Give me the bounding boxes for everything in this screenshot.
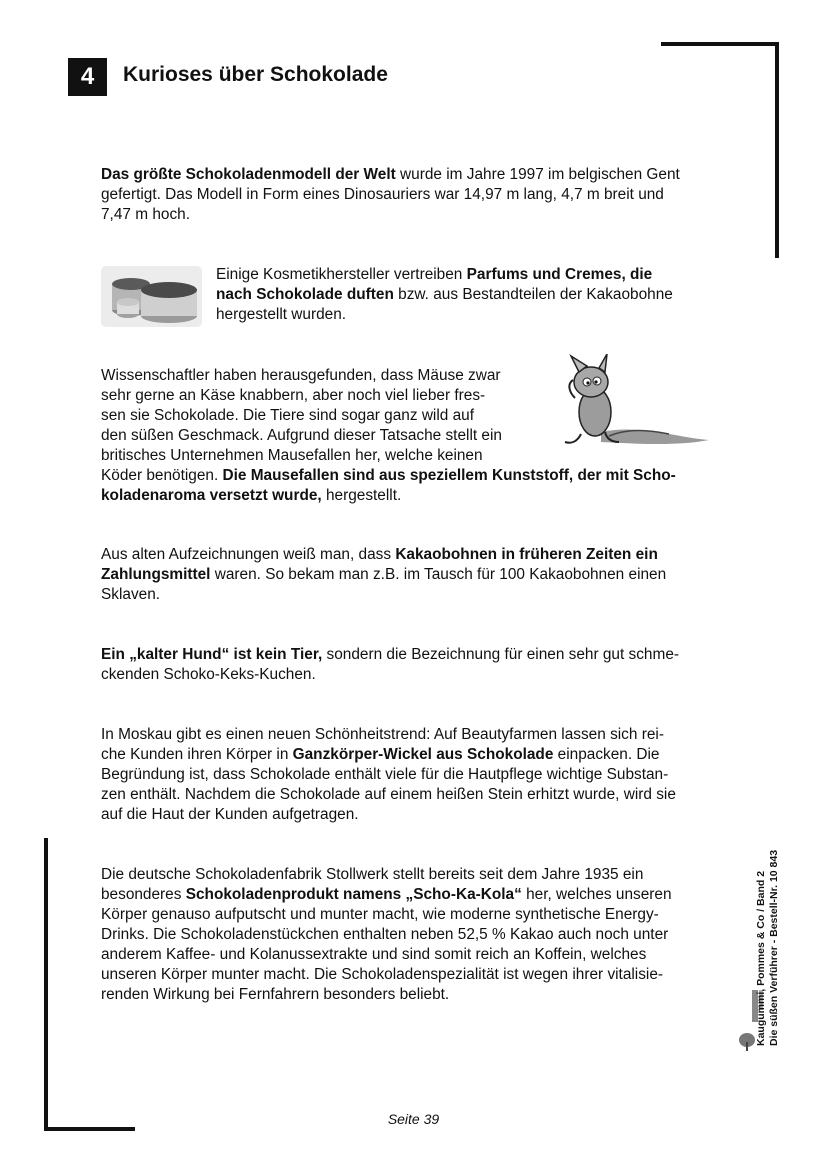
text-line: Körper genauso aufputscht und munter macht, wie moderne synthetische Energy- xyxy=(101,906,659,923)
text-run: sondern die Bezeichnung für einen sehr gut schme- xyxy=(322,646,679,663)
sidebar-line: Die süßen Verführer - Bestell-Nr. 10 843 xyxy=(768,849,780,1046)
text-run: bzw. aus Bestandteilen der Kakaobohne xyxy=(393,286,673,303)
text-line: Sklaven. xyxy=(101,586,161,603)
bold-phrase: Schokoladenprodukt namens „Scho-Ka-Kola“ xyxy=(185,886,522,903)
bold-phrase: Ein „kalter Hund“ ist kein Tier, xyxy=(101,646,323,663)
bold-phrase: nach Schokolade duften xyxy=(216,286,394,303)
text-run: waren. So bekam man z.B. im Tausch für 100 Kakaobohnen einen xyxy=(210,566,667,583)
corner-frame-top-horizontal xyxy=(661,42,779,46)
text-line: ckenden Schoko-Keks-Kuchen. xyxy=(101,666,316,683)
paragraph-kalter-hund xyxy=(101,645,679,685)
paragraph-cocoa-currency xyxy=(101,545,666,605)
text-run: wurde im Jahre 1997 im belgischen Gent xyxy=(395,166,680,183)
text-run: einpacken. Die xyxy=(553,746,660,763)
text-line: unseren Körper munter macht. Die Schokoladenspezialität ist wegen ihrer vitalisie- xyxy=(101,966,664,983)
bold-phrase: Kakaobohnen in früheren Zeiten ein xyxy=(395,546,658,563)
chapter-number: 4 xyxy=(68,58,107,96)
text-run: besonderes xyxy=(101,886,186,903)
text-run: hergestellt. xyxy=(321,487,402,504)
text-line: auf die Haut der Kunden aufgetragen. xyxy=(101,806,359,823)
bold-phrase: koladenaroma versetzt wurde, xyxy=(101,487,322,504)
paragraph-moscow-trend xyxy=(101,725,676,825)
bold-phrase: Das größte Schokoladenmodell der Welt xyxy=(101,166,396,183)
text-line: Die deutsche Schokoladenfabrik Stollwerk stellt bereits seit dem Jahre 1935 ein xyxy=(101,866,644,883)
bold-phrase: Ganzkörper-Wickel aus Schokolade xyxy=(292,746,554,763)
text-line: renden Wirkung bei Fernfahrern besonders beliebt. xyxy=(101,986,450,1003)
text-line: anderem Kaffee- und Kolanussextrakte und sind somit reich an Koffein, welches xyxy=(101,946,647,963)
bold-phrase: Zahlungsmittel xyxy=(101,566,211,583)
page-title: Kurioses über Schokolade xyxy=(123,63,388,86)
text-line: den süßen Geschmack. Aufgrund dieser Tatsache stellt ein xyxy=(101,427,502,444)
text-line: britisches Unternehmen Mausefallen her, welche keinen xyxy=(101,447,483,464)
text-line: Wissenschaftler haben herausgefunden, dass Mäuse zwar xyxy=(101,367,501,384)
corner-frame-bottom-vertical xyxy=(44,838,48,1131)
text-line: zen enthält. Nachdem die Schokolade auf einem heißen Stein erhitzt wurde, wird sie xyxy=(101,786,676,803)
cosmetic-cream-jars-icon xyxy=(101,266,202,327)
text-line: hergestellt wurden. xyxy=(216,306,347,323)
text-line: sehr gerne an Käse knabbern, aber noch viel lieber fres- xyxy=(101,387,486,404)
text-run: Einige Kosmetikhersteller vertreiben xyxy=(216,266,467,283)
text-line: Begründung ist, dass Schokolade enthält viele für die Hautpflege wichtige Substan- xyxy=(101,766,669,783)
bold-phrase: Die Mausefallen sind aus speziellem Kunststoff, der mit Scho- xyxy=(222,467,676,484)
paragraph-cosmetics xyxy=(216,265,673,325)
text-run: her, welches unseren xyxy=(521,886,672,903)
corner-frame-bottom-horizontal xyxy=(44,1127,135,1131)
paragraph-scho-ka-kola xyxy=(101,865,672,1005)
page-number: Seite 39 xyxy=(387,1111,440,1127)
sidebar-line: Kaugummi, Pommes & Co / Band 2 xyxy=(755,870,767,1046)
paragraph-mice xyxy=(101,366,676,506)
text-line: sen sie Schokolade. Die Tiere sind sogar ganz wild auf xyxy=(101,407,475,424)
text-line: gefertigt. Das Modell in Form eines Dinosauriers war 14,97 m lang, 4,7 m breit und xyxy=(101,186,664,203)
bold-phrase: Parfums und Cremes, die xyxy=(466,266,653,283)
text-line: 7,47 m hoch. xyxy=(101,206,190,223)
text-run: che Kunden ihren Körper in xyxy=(101,746,293,763)
text-line: Drinks. Die Schokoladenstückchen enthalten neben 52,5 % Kakao auch noch unter xyxy=(101,926,669,943)
paragraph-largest-model xyxy=(101,165,680,225)
text-run: Aus alten Aufzeichnungen weiß man, dass xyxy=(101,546,396,563)
corner-frame-top-vertical xyxy=(775,42,779,258)
sidebar-publisher-info xyxy=(755,850,781,1046)
text-line: In Moskau gibt es einen neuen Schönheitstrend: Auf Beautyfarmen lassen sich rei- xyxy=(101,726,664,743)
text-run: Köder benötigen. xyxy=(101,467,223,484)
